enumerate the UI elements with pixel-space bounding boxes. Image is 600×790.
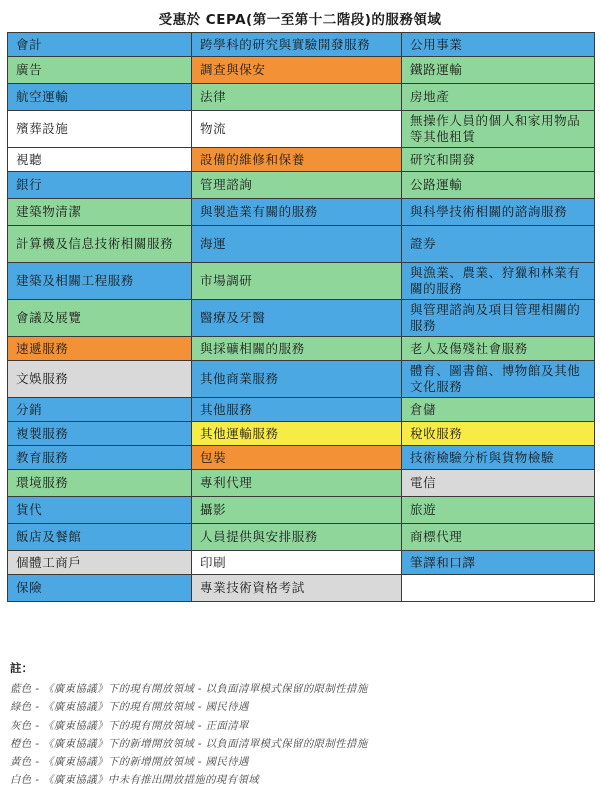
sector-cell: 與漁業、農業、狩獵和林業有關的服務: [402, 263, 595, 300]
sector-cell: 文娛服務: [8, 361, 192, 398]
sector-cell: 與科學技術相關的諮詢服務: [402, 199, 595, 226]
sector-cell: 建築及相關工程服務: [8, 263, 192, 300]
sector-cell: 銀行: [8, 172, 192, 199]
sector-cell: 攝影: [192, 497, 402, 524]
sector-cell: 鐵路運輸: [402, 57, 595, 84]
sector-cell: 人員提供與安排服務: [192, 524, 402, 551]
sector-cell: 調查與保安: [192, 57, 402, 84]
sector-cell: 個體工商戶: [8, 551, 192, 575]
table-row: [8, 199, 595, 226]
sector-cell: 無操作人員的個人和家用物品等其他租賃: [402, 111, 595, 148]
sector-cell: 包裝: [192, 446, 402, 470]
legend-note: 橙色 - 《廣東協議》下的新增開放領域 - 以負面清單模式保留的限制性措施: [10, 737, 368, 750]
sector-cell: 印刷: [192, 551, 402, 575]
sector-cell: 飯店及餐館: [8, 524, 192, 551]
sector-cell: 建築物清潔: [8, 199, 192, 226]
sector-cell: 物流: [192, 111, 402, 148]
sector-cell: 貨代: [8, 497, 192, 524]
sector-cell: 殯葬設施: [8, 111, 192, 148]
legend-note: 綠色 - 《廣東協議》下的現有開放領域 - 國民待遇: [10, 701, 249, 714]
sector-cell: 公用事業: [402, 33, 595, 57]
sector-cell: 電信: [402, 470, 595, 497]
sector-cell: 體育、圖書館、博物館及其他文化服務: [402, 361, 595, 398]
sector-cell: 筆譯和口譯: [402, 551, 595, 575]
sector-cell: 技術檢驗分析與貨物檢驗: [402, 446, 595, 470]
table-row: [8, 361, 595, 398]
table-row: [8, 172, 595, 199]
sector-cell: 複製服務: [8, 422, 192, 446]
sector-cell: 證券: [402, 226, 595, 263]
notes-heading: 註：: [10, 661, 33, 675]
sector-cell: 視聽: [8, 148, 192, 172]
table-row: [8, 111, 595, 148]
sector-cell: 與管理諮詢及項目管理相關的服務: [402, 300, 595, 337]
table-row: [8, 446, 595, 470]
sector-cell: 商標代理: [402, 524, 595, 551]
legend-notes: [10, 660, 590, 790]
sector-cell: 與採礦相關的服務: [192, 337, 402, 361]
legend-note: 藍色 - 《廣東協議》下的現有開放領域 - 以負面清單模式保留的限制性措施: [10, 683, 368, 695]
sector-cell: 會議及展覽: [8, 300, 192, 337]
table-row: [8, 575, 595, 602]
table-row: [8, 398, 595, 422]
table-row: [8, 226, 595, 263]
sector-cell: 稅收服務: [402, 422, 595, 446]
sector-cell: 其他商業服務: [192, 361, 402, 398]
sector-cell: 其他運輸服務: [192, 422, 402, 446]
sector-cell: 市場調研: [192, 263, 402, 300]
table-row: [8, 551, 595, 575]
sector-cell: 跨學科的研究與實驗開發服務: [192, 33, 402, 57]
legend-note: 白色 - 《廣東協議》中未有推出開放措施的現有領域: [10, 774, 259, 787]
sector-cell: 老人及傷殘社會服務: [402, 337, 595, 361]
sector-cell: 設備的維修和保養: [192, 148, 402, 172]
table-row: [8, 57, 595, 84]
sector-cell: 環境服務: [8, 470, 192, 497]
sector-cell: 速遞服務: [8, 337, 192, 361]
table-row: [8, 33, 595, 57]
sector-cell: 專業技術資格考試: [192, 575, 402, 602]
sector-cell: [402, 575, 595, 602]
sector-cell: 醫療及牙醫: [192, 300, 402, 337]
sector-cell: 分銷: [8, 398, 192, 422]
service-sectors-table: [7, 32, 595, 602]
sector-cell: 法律: [192, 84, 402, 111]
sector-cell: 與製造業有關的服務: [192, 199, 402, 226]
sector-cell: 會計: [8, 33, 192, 57]
table-row: [8, 497, 595, 524]
sector-cell: 倉儲: [402, 398, 595, 422]
sector-cell: 公路運輸: [402, 172, 595, 199]
table-row: [8, 337, 595, 361]
sector-cell: 旅遊: [402, 497, 595, 524]
table-row: [8, 524, 595, 551]
sector-cell: 教育服務: [8, 446, 192, 470]
sector-cell: 保險: [8, 575, 192, 602]
sector-cell: 海運: [192, 226, 402, 263]
sector-cell: 管理諮詢: [192, 172, 402, 199]
sector-cell: 計算機及信息技術相關服務: [8, 226, 192, 263]
page-title: 受惠於 CEPA(第一至第十二階段)的服務領域: [158, 12, 442, 28]
legend-note: 黃色 - 《廣東協議》下的新增開放領域 - 國民待遇: [10, 756, 249, 769]
sector-cell: 研究和開發: [402, 148, 595, 172]
legend-note: 灰色 - 《廣東協議》下的現有開放領域 - 正面清單: [10, 719, 249, 732]
table-row: [8, 84, 595, 111]
table-row: [8, 263, 595, 300]
sector-cell: 專利代理: [192, 470, 402, 497]
table-row: [8, 148, 595, 172]
table-row: [8, 470, 595, 497]
sector-cell: 廣告: [8, 57, 192, 84]
sector-cell: 房地產: [402, 84, 595, 111]
table-row: [8, 300, 595, 337]
sector-cell: 其他服務: [192, 398, 402, 422]
table-row: [8, 422, 595, 446]
sector-cell: 航空運輸: [8, 84, 192, 111]
